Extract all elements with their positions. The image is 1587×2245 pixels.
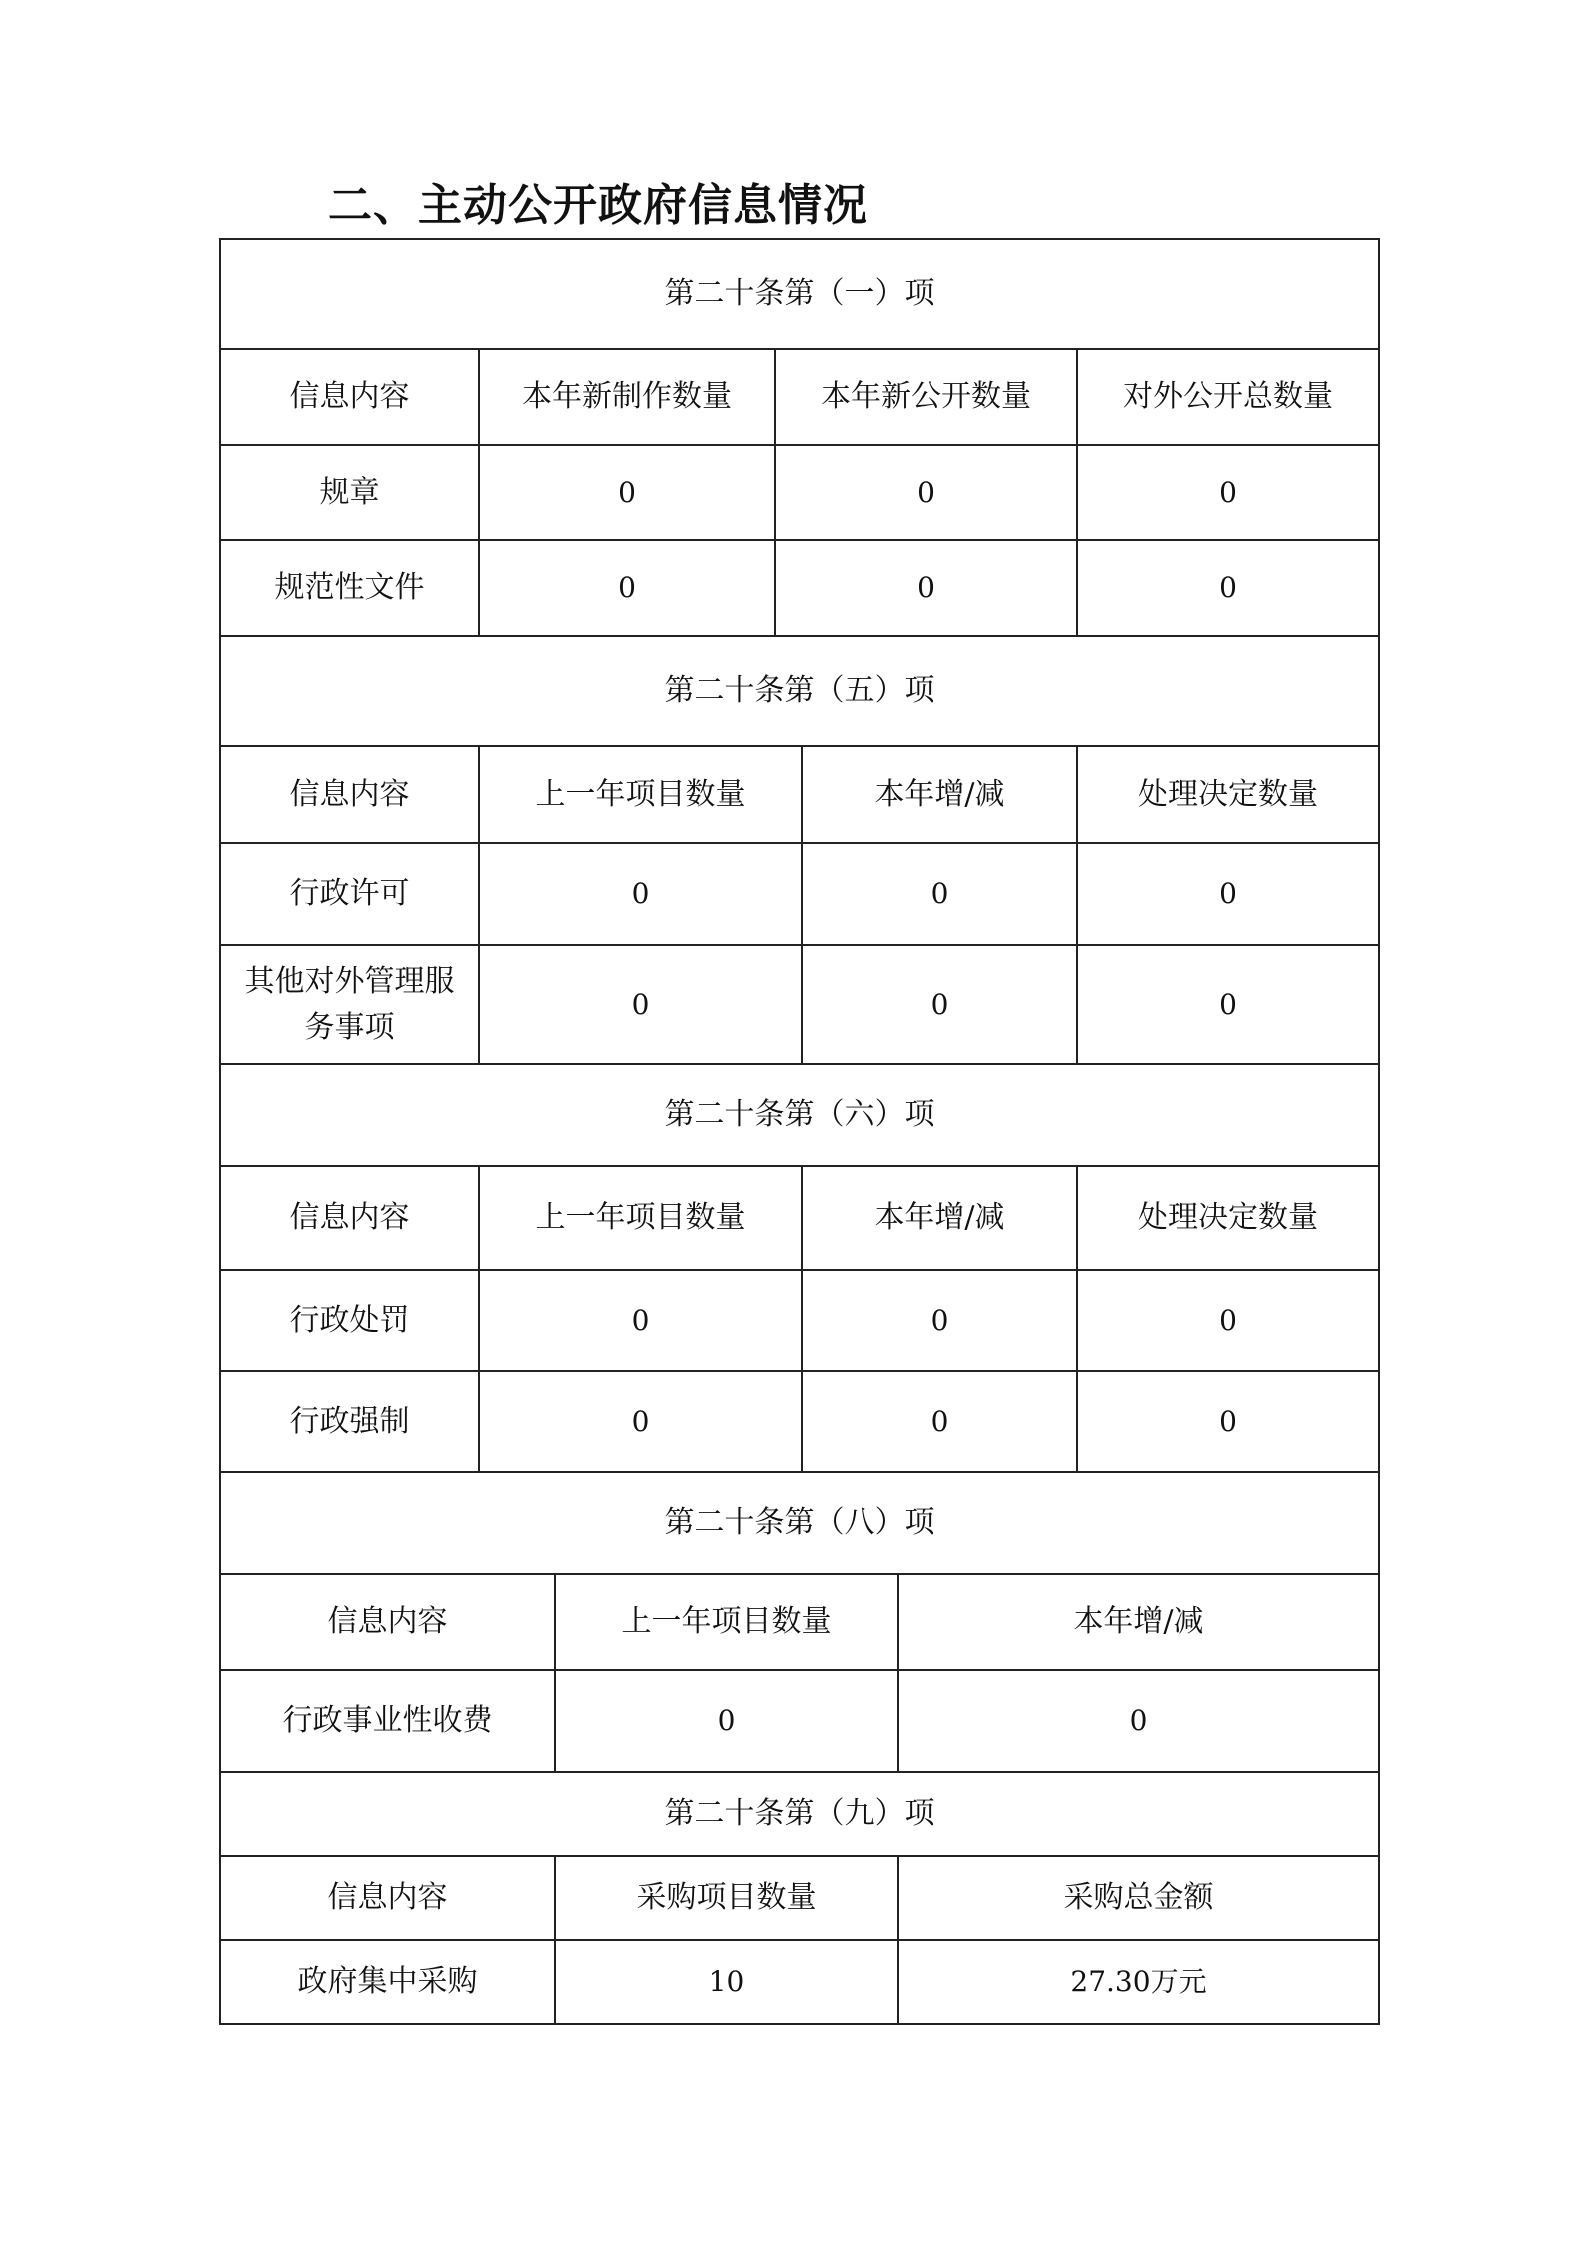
section-title-row xyxy=(221,240,1380,350)
section-title: 第二十条第（六）项 xyxy=(221,1065,1380,1167)
header-cell: 信息内容 xyxy=(221,350,480,446)
header-cell: 信息内容 xyxy=(221,1857,556,1941)
table-row xyxy=(221,1372,1380,1473)
header-cell: 信息内容 xyxy=(221,747,480,844)
table-header-row xyxy=(221,1575,1380,1671)
page-heading: 二、主动公开政府信息情况 xyxy=(328,180,868,231)
row-label: 行政处罚 xyxy=(221,1271,480,1372)
section-title: 第二十条第（八）项 xyxy=(221,1473,1380,1575)
section-title-row xyxy=(221,1473,1380,1575)
header-cell: 处理决定数量 xyxy=(1078,747,1380,844)
value-cell: 0 xyxy=(1078,1372,1380,1473)
table-row xyxy=(221,844,1380,946)
section-title-row xyxy=(221,637,1380,747)
disclosure-table xyxy=(219,238,1380,2025)
header-cell: 采购项目数量 xyxy=(556,1857,899,1941)
value-cell: 0 xyxy=(1078,541,1380,637)
table-row xyxy=(221,446,1380,541)
header-cell: 上一年项目数量 xyxy=(480,747,803,844)
value-cell: 10 xyxy=(556,1941,899,2025)
header-cell: 对外公开总数量 xyxy=(1078,350,1380,446)
value-cell: 0 xyxy=(1078,946,1380,1065)
header-cell: 信息内容 xyxy=(221,1167,480,1271)
header-cell: 本年增/减 xyxy=(899,1575,1380,1671)
value-cell: 0 xyxy=(556,1671,899,1773)
value-cell: 0 xyxy=(803,844,1078,946)
value-cell: 0 xyxy=(480,844,803,946)
row-label: 规范性文件 xyxy=(221,541,480,637)
row-label: 其他对外管理服务事项 xyxy=(221,946,480,1065)
value-cell: 0 xyxy=(480,446,776,541)
section-title: 第二十条第（一）项 xyxy=(221,240,1380,350)
value-cell: 0 xyxy=(480,541,776,637)
row-label: 行政许可 xyxy=(221,844,480,946)
table-row xyxy=(221,1941,1380,2025)
value-cell: 0 xyxy=(899,1671,1380,1773)
row-label: 规章 xyxy=(221,446,480,541)
row-label: 行政强制 xyxy=(221,1372,480,1473)
header-cell: 本年增/减 xyxy=(803,1167,1078,1271)
header-cell: 上一年项目数量 xyxy=(480,1167,803,1271)
table-header-row xyxy=(221,1857,1380,1941)
value-cell: 0 xyxy=(1078,844,1380,946)
section-title-row xyxy=(221,1773,1380,1857)
section-title-row xyxy=(221,1065,1380,1167)
header-cell: 采购总金额 xyxy=(899,1857,1380,1941)
row-label: 行政事业性收费 xyxy=(221,1671,556,1773)
header-cell: 上一年项目数量 xyxy=(556,1575,899,1671)
value-cell: 27.30万元 xyxy=(899,1941,1380,2025)
table-row xyxy=(221,946,1380,1065)
row-label: 政府集中采购 xyxy=(221,1941,556,2025)
section-title: 第二十条第（五）项 xyxy=(221,637,1380,747)
table-header-row xyxy=(221,1167,1380,1271)
table-row xyxy=(221,1271,1380,1372)
table-header-row xyxy=(221,350,1380,446)
value-cell: 0 xyxy=(480,1372,803,1473)
header-cell: 处理决定数量 xyxy=(1078,1167,1380,1271)
section-title: 第二十条第（九）项 xyxy=(221,1773,1380,1857)
value-cell: 0 xyxy=(1078,446,1380,541)
value-cell: 0 xyxy=(803,1372,1078,1473)
table-row xyxy=(221,541,1380,637)
value-cell: 0 xyxy=(803,1271,1078,1372)
table-header-row xyxy=(221,747,1380,844)
table-row xyxy=(221,1671,1380,1773)
value-cell: 0 xyxy=(803,946,1078,1065)
value-cell: 0 xyxy=(480,946,803,1065)
value-cell: 0 xyxy=(776,446,1078,541)
header-cell: 本年新制作数量 xyxy=(480,350,776,446)
header-cell: 本年新公开数量 xyxy=(776,350,1078,446)
header-cell: 信息内容 xyxy=(221,1575,556,1671)
header-cell: 本年增/减 xyxy=(803,747,1078,844)
value-cell: 0 xyxy=(1078,1271,1380,1372)
value-cell: 0 xyxy=(776,541,1078,637)
value-cell: 0 xyxy=(480,1271,803,1372)
